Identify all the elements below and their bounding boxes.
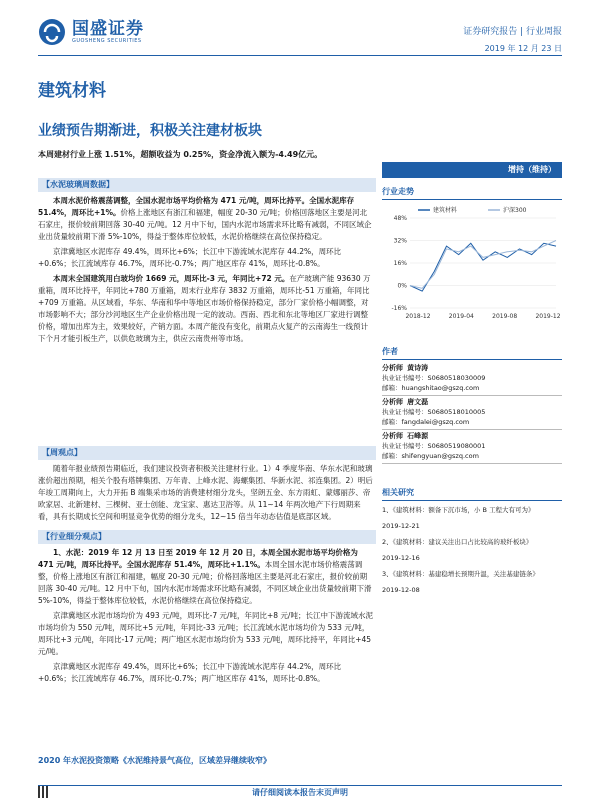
cement-inventory: 京津冀地区水泥库存 49.4%，周环比+6%；长江中下游流域水泥库存 44.2%，周环比+0.6%；长江流域库存 46.7%，周环比-0.7%；两广地区库存 41%，周环比-0.8%。 <box>38 247 342 268</box>
sector-title: 建筑材料 <box>38 81 106 101</box>
y-tick-label: 0% <box>397 282 407 290</box>
section-tag-tracking: 【行业细分观点】 <box>38 530 376 544</box>
analyst-card <box>382 362 562 396</box>
related-list <box>382 505 562 595</box>
analyst-role: 分析师 <box>382 364 403 372</box>
trend-chart <box>382 204 562 324</box>
report-type: 证券研究报告 | 行业周报 <box>463 27 562 37</box>
analyst-card <box>382 430 562 464</box>
analyst-role: 分析师 <box>382 398 403 406</box>
footer-divider <box>38 785 562 786</box>
related-item-date: 2019-12-21 <box>382 522 420 530</box>
x-tick-label: 2019-08 <box>492 313 518 320</box>
cement-detail: 价格上涨地区有浙江和福建，幅度 20-30 元/吨；价格回落地区主要是河北石家庄，报价较前期回落 30-40 元/吨。12 月中下旬，国内水泥市场需求环比略有减弱，不同区域企业出货量较前期下滑 5%-10%，得益于整体库位较低，水泥价格继续在高位保持稳定。 <box>38 208 372 241</box>
analyst-name: 黄诗涛 <box>407 364 429 372</box>
tracking-prices: 京津冀地区水泥市场均价为 493 元/吨，周环比-7 元/吨，年同比+8 元/吨；长江中下游流域水泥市场均价为 550 元/吨，周环比+5 元/吨，年同比-33 元/吨；长江流域水泥市场均价为 533 元/吨，周环比+3 元/吨，年同比-17 元/吨；两广地区水泥市场均价为 533 元/吨，周环比持平，年同比+45 元/吨。 <box>38 611 373 656</box>
tracking-detail: 本周全国水泥市场价格震荡调整，价格上涨地区有浙江和福建，幅度 20-30 元/吨；价格回落地区主要是河北石家庄，报价较前期回落 30-40 元/吨。12 月中下旬，国内水泥市场需求环比略有减弱，不同区域企业出货量较前期下滑 5%-10%，得益于整体库位较低，水泥价格继续在高位保持稳定。 <box>38 560 372 605</box>
weekly-summary: 本周建材行业上涨 1.51%，超额收益为 0.25%，资金净流入额为-4.49亿元。 <box>38 150 323 159</box>
y-tick-label: 48% <box>393 215 407 222</box>
analyst-email[interactable]: 邮箱：shifengyuan@gszq.com <box>382 452 479 460</box>
cement-glass-section <box>38 178 373 345</box>
weekly-view-section <box>38 446 373 523</box>
rating-badge: 增持（维持） <box>382 162 562 178</box>
analyst-cert: 执业证书编号：S0680518010005 <box>382 408 486 416</box>
related-item[interactable] <box>382 505 562 531</box>
analyst-email[interactable]: 邮箱：fangdalei@gszq.com <box>382 418 470 426</box>
tracking-highlight: 1、水泥：2019 年 12 月 13 日至 2019 年 12 月 20 日，本周全国水泥市场平均价格为 471 元/吨，周环比持平。全国水泥库存 51.4%，周环比+1.1%。 <box>38 548 358 569</box>
related-item[interactable] <box>382 537 562 563</box>
section-tag-view: 【周观点】 <box>38 446 376 460</box>
related-item-date: 2019-12-08 <box>382 586 420 594</box>
analyst-card <box>382 396 562 430</box>
related-title: 相关研究 <box>382 487 562 501</box>
tracking-section <box>38 530 373 685</box>
x-tick-label: 2019-04 <box>448 313 474 320</box>
legend-label: 沪深300 <box>503 207 527 214</box>
related-item-date: 2019-12-16 <box>382 554 420 562</box>
glass-detail: 在产玻璃产能 93630 万重箱，周环比持平，年同比+780 万重箱，周末行业库存 3832 万重箱，周环比-51 万重箱，年同比+709 万重箱。从区域看，华东、华南和华中等地区市场价格保持稳定，部分厂家价格小幅调整，对市场影响不大；部分沙河地区生产企业价格出现一定的波动。西南、西北和东北等地区厂家进行调整价格，增加出库为主，效果较好，产销方面。本周产能没有变化，前期点火复产的云南海生一线预计下个月才能引板生产，以供危玻璃为主，供应云南贵州等市场。 <box>38 274 371 343</box>
analyst-name: 石峰源 <box>407 432 429 440</box>
analyst-role: 分析师 <box>382 432 403 440</box>
tracking-inventory: 京津冀地区水泥库存 49.4%，周环比+6%；长江中下游流域水泥库存 44.2%，周环比+0.6%；长江流域库存 46.7%，周环比-0.7%；两广地区库存 41%，周环比-0.8%。 <box>38 662 342 683</box>
brand-emblem-icon <box>38 18 66 46</box>
analyst-cert: 执业证书编号：S0680518030009 <box>382 374 486 382</box>
report-date: 2019 年 12 月 23 日 <box>484 44 562 53</box>
trend-title: 行业走势 <box>382 186 562 200</box>
series-line <box>410 241 556 289</box>
cement-highlight: 本周水泥价格震荡调整，全国水泥市场平均价格为 471 元/吨，周环比持平。全国水泥库存 51.4%，周环比+1%。 <box>38 196 355 217</box>
glass-highlight: 本周末全国建筑用白玻均价 1669 元，周环比-3 元，年同比+72 元。 <box>53 274 290 283</box>
x-tick-label: 2019-12 <box>535 313 561 320</box>
strategy-link[interactable]: 2020 年水泥投资策略《水泥维持景气高位，区域差异继续收窄》 <box>38 756 272 765</box>
analyst-email[interactable]: 邮箱：huangshitao@gszq.com <box>382 384 480 392</box>
x-tick-label: 2018-12 <box>405 313 431 320</box>
section-tag-cement-glass: 【水泥玻璃周数据】 <box>38 178 376 192</box>
legend-label: 建筑材料 <box>433 207 458 214</box>
brand-name: 国盛证券 <box>72 19 144 39</box>
brand-name-en: GUOSHENG SECURITIES <box>72 38 142 44</box>
related-item-title[interactable]: 3、《建筑材料：基建稳增长预期升温，关注基建链条》 <box>382 570 539 578</box>
related-item[interactable] <box>382 569 562 595</box>
analyst-list <box>382 362 562 464</box>
y-tick-label: -16% <box>391 305 407 312</box>
y-tick-label: 16% <box>393 260 407 267</box>
brand-logo <box>38 18 144 46</box>
analyst-name: 唐文磊 <box>407 398 429 406</box>
analyst-cert: 执业证书编号：S0680519080001 <box>382 442 486 450</box>
report-headline: 业绩预告期渐进，积极关注建材板块 <box>38 123 262 139</box>
related-item-title[interactable]: 2、《建筑材料：建议关注出口占比较高的玻纤板块》 <box>382 538 533 546</box>
weekly-view-text: 随着年报业绩预告期临近，我们建议投资者积极关注建材行业。1）4 季度华南、华东水泥和玻璃涨价超出预期，相关个股有塔牌集团、万年青、上峰水泥、海螺集团、华新水泥、祁连集团。2）明后年竣工周期向上，大力开拓 B 端集采市场的消费建材细分龙头，坚朗五金、东方雨虹、蒙娜丽莎、帝欧家居、北新建材、三棵树、亚士创能、龙宝家、惠达卫浴等。从 11~14 年两次地产下行周期来看，具有长期成长空间和明显竞争优势的细分龙头，12~15 倍当年动态估值是底部区域。 <box>38 464 373 521</box>
y-tick-label: 32% <box>393 237 407 245</box>
related-item-title[interactable]: 1、《建筑材料：额备下沉市场，小 B 工程大有可为》 <box>382 506 535 514</box>
header-divider <box>38 55 562 56</box>
authors-title: 作者 <box>382 346 562 360</box>
footer-disclaimer: 请仔细阅读本报告末页声明 <box>252 788 348 797</box>
